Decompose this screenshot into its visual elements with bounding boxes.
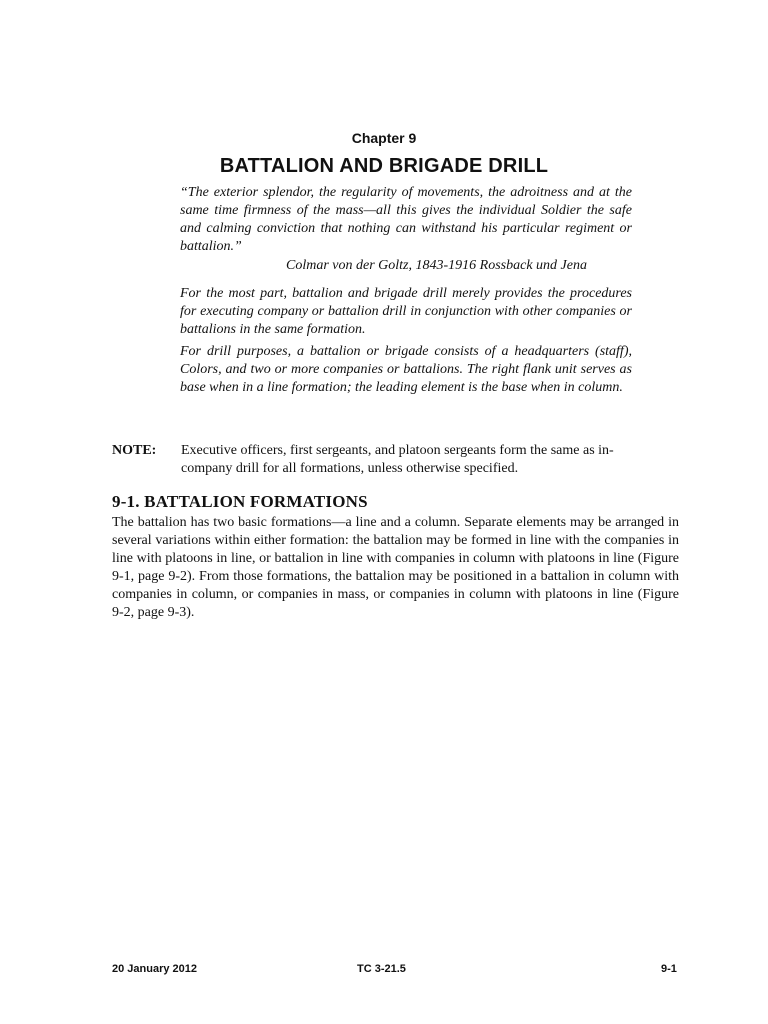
footer-date: 20 January 2012: [112, 963, 198, 975]
chapter-title: BATTALION AND BRIGADE DRILL: [219, 155, 549, 177]
note-label: NOTE:: [112, 443, 157, 458]
intro-paragraph: For drill purposes, a battalion or brigade consists of a headquarters (staff), Colors, and two or more companies or battalions. The right flank unit serves as base when in a line formation; the leading element is the base when in column.: [180, 344, 632, 395]
chapter-label: Chapter 9: [351, 130, 417, 146]
epigraph: [180, 184, 632, 397]
note-block: [112, 442, 662, 478]
footer-doc-id: TC 3-21.5: [357, 963, 406, 975]
epigraph-quote: “The exterior splendor, the regularity of movements, the adroitness and at the same time firmness of the mass—all this gives the individual Soldier the safe and calming conviction that nothing can withstand his particular regiment or battalion.”: [180, 185, 632, 254]
intro-paragraph: For the most part, battalion and brigade drill merely provides the procedures for executing company or battalion drill in conjunction with other companies or battalions in the same formation.: [180, 286, 632, 337]
section-heading: 9-1. BATTALION FORMATIONS: [112, 492, 368, 511]
note-text: Executive officers, first sergeants, and platoon sergeants form the same as in-company drill for all formations, unless otherwise specified.: [181, 443, 614, 476]
footer-page-number: 9-1: [661, 963, 677, 975]
section-body: The battalion has two basic formations—a line and a column. Separate elements may be arranged in several variations within either formation: the battalion may be formed in line with the companies in line with platoons in line, or battalion in line with companies in column with platoons in line (Figure 9-1, page 9-2). From those formations, the battalion may be positioned in a battalion in column with companies in column, or companies in mass, or companies in column with platoons in line (Figure 9-2, page 9-3).: [112, 515, 679, 620]
epigraph-attribution: Colmar von der Goltz, 1843-1916 Rossback und Jena: [286, 258, 587, 273]
